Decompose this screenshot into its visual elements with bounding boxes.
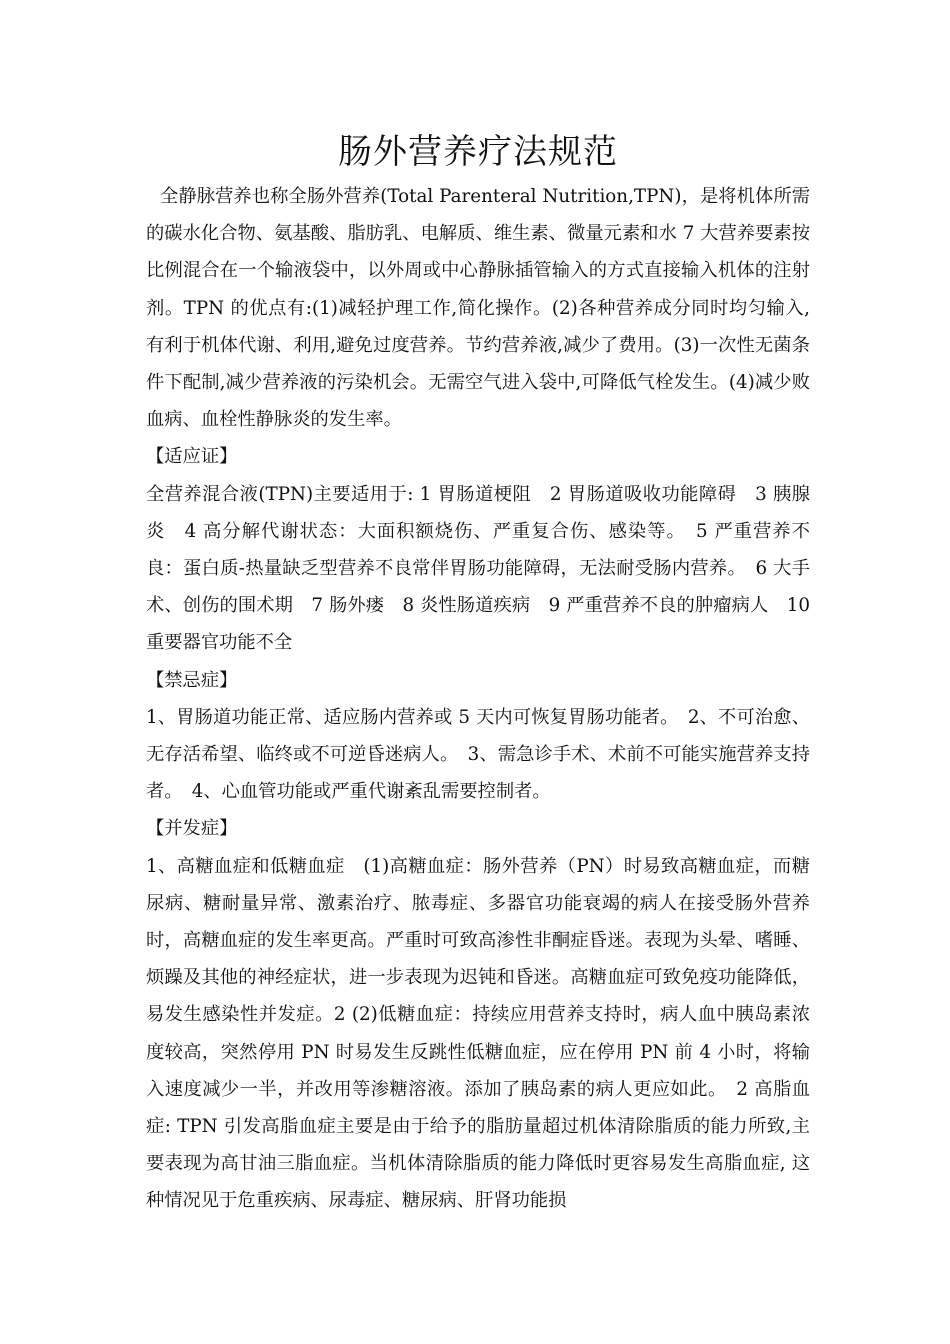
- document-page: [146, 126, 810, 1220]
- document-title: 肠外营养疗法规范: [338, 132, 618, 172]
- indications-paragraph: 全营养混合液(TPN)主要适用于: 1 胃肠道梗阻 2 胃肠道吸收功能障碍 3 胰腺炎 4 高分解代谢状态：大面积额烧伤、严重复合伤、感染等。 5 严重营养不良：蛋白质-热量缺乏型营养不良常伴胃肠功能障碍，无法耐受肠内营养。 6 大手术、创伤的围术期 7 肠外瘘 8 炎性肠道疾病 9 严重营养不良的肿瘤病人 10 重要器官功能不全: [146, 483, 810, 654]
- contraindications-heading: 【禁忌症】: [146, 669, 238, 691]
- contraindications-paragraph: 1、胃肠道功能正常、适应肠内营养或 5 天内可恢复胃肠功能者。 2、不可治愈、无存活希望、临终或不可逆昏迷病人。 3、需急诊手术、术前不可能实施营养支持者。 4、心血管功能或严重代谢紊乱需要控制者。: [146, 706, 810, 803]
- indications-heading: 【适应证】: [146, 446, 238, 468]
- intro-paragraph: 全静脉营养也称全肠外营养(Total Parenteral Nutrition,TPN)，是将机体所需的碳水化合物、氨基酸、脂肪乳、电解质、维生素、微量元素和水 7 大营养要素按比例混合在一个输液袋中，以外周或中心静脉插管输入的方式直接输入机体的注射剂。TPN 的优点有:(1)减轻护理工作,简化操作。(2)各种营养成分同时均匀输入, 有利于机体代谢、利用,避免过度营养。节约营养液,减少了费用。(3)一次性无菌条件下配制,减少营养液的污染机会。无需空气进入袋中,可降低气栓发生。(4)减少败血病、血栓性静脉炎的发生率。: [146, 186, 810, 431]
- complications-paragraph: 1、高糖血症和低糖血症 (1)高糖血症：肠外营养（PN）时易致高糖血症，而糖尿病、糖耐量异常、激素治疗、脓毒症、多器官功能衰竭的病人在接受肠外营养时，高糖血症的发生率更高。严重时可致高渗性非酮症昏迷。表现为头晕、嗜睡、烦躁及其他的神经症状，进一步表现为迟钝和昏迷。高糖血症可致免疫功能降低，易发生感染性并发症。2 (2)低糖血症：持续应用营养支持时，病人血中胰岛素浓度较高，突然停用 PN 时易发生反跳性低糖血症，应在停用 PN 前 4 小时，将输入速度减少一半，并改用等渗糖溶液。添加了胰岛素的病人更应如此。 2 高脂血症: TPN 引发高脂血症主要是由于给予的脂肪量超过机体清除脂质的能力所致,主要表现为高甘油三脂血症。当机体清除脂质的能力降低时更容易发生高脂血症, 这种情况见于危重疾病、尿毒症、糖尿病、肝肾功能损: [146, 855, 810, 1212]
- complications-heading: 【并发症】: [146, 818, 238, 840]
